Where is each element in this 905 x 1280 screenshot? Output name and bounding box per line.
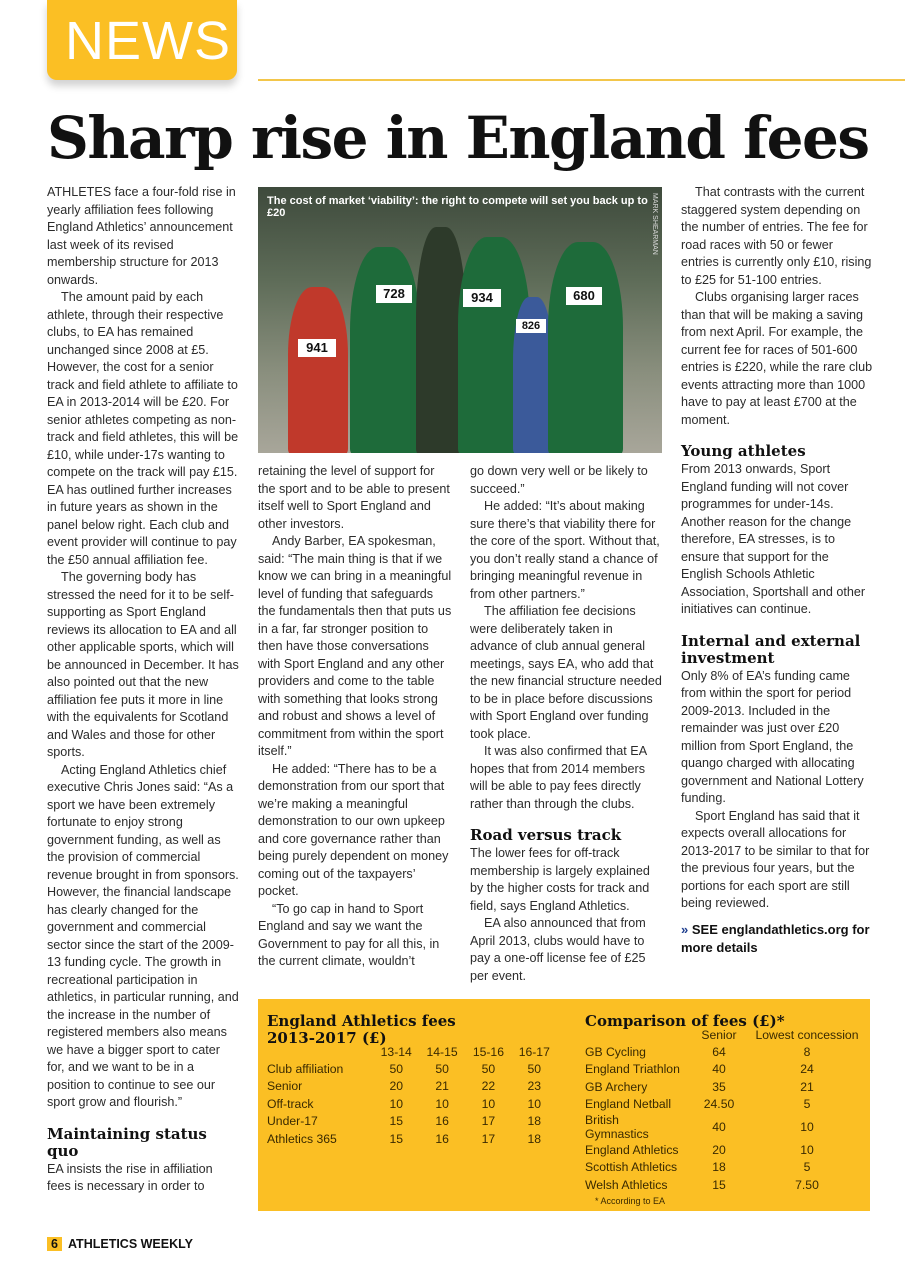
fees-table (267, 1013, 557, 1148)
paragraph: go down very well or be likely to succeed.” (470, 464, 648, 496)
table-cell: 15 (389, 1114, 404, 1129)
table-cell: 10 (800, 1120, 814, 1134)
row-label: Scottish Athletics (585, 1160, 678, 1175)
fees-table-title: England Athletics fees 2013-2017 (£) (267, 1012, 456, 1047)
row-label: GB Cycling (585, 1044, 646, 1059)
paragraph: retaining the level of support for the sport and to be able to present itself well to Sport England and other investors. (258, 464, 450, 531)
table-cell: 40 (712, 1062, 726, 1077)
paragraph: The affiliation fee decisions were deliberately taken in advance of club annual general meetings, says EA, who add that the new financial structure needed to be in place before discussions with Sport England over funding took place. (470, 604, 662, 741)
table-row (585, 1061, 861, 1079)
header-rule (258, 79, 905, 81)
row-label: England Athletics (585, 1142, 679, 1157)
row-label: Off-track (267, 1096, 314, 1111)
row-label: British Gymnastics (585, 1113, 649, 1141)
table-cell: 24.50 (703, 1097, 735, 1112)
table-cell: 10 (435, 1096, 449, 1111)
row-label: Under-17 (267, 1114, 318, 1129)
article-column-1 (47, 184, 239, 1196)
photo-credit: MARK SHEARMAN (651, 193, 658, 255)
table-cell: 8 (803, 1044, 811, 1059)
row-label: Welsh Athletics (585, 1177, 668, 1192)
table-row (585, 1078, 861, 1096)
page-number: 6 (47, 1237, 62, 1251)
article-column-2 (258, 463, 453, 971)
subheading: Maintaining status quo (47, 1124, 207, 1160)
table-cell: 10 (389, 1096, 404, 1111)
table-cell: 5 (803, 1097, 811, 1112)
table-cell: 17 (481, 1114, 496, 1129)
paragraph: “To go cap in hand to Sport England and say we want the Government to pay for all this, in the current climate, wouldn’t (258, 901, 440, 968)
paragraph: EA also announced that from April 2013, clubs would have to pay a one-off license fee of £25 per event. (470, 916, 646, 983)
section-tab (47, 0, 237, 80)
table-cell: 40 (712, 1120, 726, 1134)
table-row (585, 1043, 861, 1061)
table-row (267, 1113, 557, 1131)
table-header: Lowest concession (755, 1028, 859, 1042)
table-header: 13-14 (380, 1045, 412, 1059)
row-label: GB Archery (585, 1079, 648, 1094)
runner-figure (548, 242, 623, 453)
table-cell: 7.50 (795, 1177, 819, 1192)
table-header: 16-17 (518, 1045, 550, 1059)
runner-figure (288, 287, 348, 453)
table-cell: 50 (481, 1061, 496, 1076)
runner-figure (350, 247, 420, 453)
footnote: * According to EA (595, 1195, 666, 1206)
table-cell: 21 (800, 1079, 814, 1094)
table-cell: 22 (481, 1079, 496, 1094)
paragraph: Clubs organising larger races than that will be making a saving from next April. For example, the current fee for races of 501-600 entries is £220, while the rare club events attracting more than 1000 have to pay at least £700 at the moment. (681, 290, 873, 427)
comparison-table-title: Comparison of fees (£)* (585, 1012, 785, 1030)
table-cell: 64 (712, 1044, 726, 1059)
table-cell: 16 (435, 1114, 449, 1129)
section-tab-label: NEWS (65, 11, 231, 71)
paragraph: The governing body has stressed the need for it to be self-supporting as Sport England reviews its allocation to EA and all other applicable sports, which will be announced in December. It has also pointed out that the new affiliation fee puts it more in line with the equivalents for Scotland and Wales and those for other sports. (47, 570, 239, 759)
paragraph: From 2013 onwards, Sport England funding will not cover programmes for under-14s. Another reason for the change therefore, EA stresses, is to ensure that support for the English Schools Athletic Association, Sportshall and other initiatives can continue. (681, 462, 866, 616)
paragraph: It was also confirmed that EA hopes that from 2014 members will be able to pay fees directly rather than through the clubs. (470, 744, 647, 811)
table-cell: 23 (527, 1079, 542, 1094)
table-cell: 20 (712, 1142, 726, 1157)
table-row (267, 1078, 557, 1096)
paragraph: Acting England Athletics chief executive Chris Jones said: “As a sport we have been extremely fortunate to enjoy strong government funding, as well as the provision of commercial revenue brought in from sponsors. However, the financial landscape has clearly changed for the government and commercial sector since the start of the 2009-13 funding cycle. The growth in recreational participation in athletics, in particular running, and the increase in the number of registered members also means we have a bigger sport to cater for, and we want to be in a position to continue to see our sport grow and flourish.” (47, 762, 239, 1109)
table-cell: 10 (481, 1096, 496, 1111)
double-chevron-icon: » (681, 921, 689, 937)
paragraph: He added: “It’s about making sure there’s that viability there for the core of the sport. Without that, you don’t really stand a chance of bringing meaningful revenue in from other partners.” (470, 499, 660, 601)
table-row (585, 1141, 861, 1159)
table-cell: 16 (435, 1131, 449, 1146)
subheading: Young athletes (681, 442, 806, 460)
table-cell: 18 (527, 1114, 542, 1129)
subheading: Internal and external investment (681, 631, 861, 667)
row-label: Senior (267, 1079, 303, 1094)
table-row (585, 1096, 861, 1114)
table-header: Senior (701, 1028, 737, 1042)
table-cell: 24 (800, 1062, 814, 1077)
paragraph: ATHLETES face a four-fold rise in yearly affiliation fees following England Athletics’ announcement last week of its revised membership structure for 2013 onwards. (47, 185, 236, 287)
table-cell: 18 (527, 1131, 542, 1146)
table-row (585, 1113, 861, 1141)
table-row (585, 1176, 861, 1194)
table-cell: 50 (527, 1061, 542, 1076)
table-header: 14-15 (426, 1045, 458, 1059)
race-bib: 941 (298, 339, 336, 357)
table-cell: 5 (803, 1160, 811, 1175)
table-cell: 17 (481, 1131, 496, 1146)
paragraph: The lower fees for off-track membership is largely explained by the higher costs for track and field, says England Athletics. (470, 846, 650, 913)
subheading: Road versus track (470, 826, 622, 844)
table-header: 15-16 (472, 1045, 504, 1059)
paragraph: The amount paid by each athlete, through their respective clubs, to EA has remained unchanged since 2008 at £5. However, the cost for a senior track and field athlete to affiliate to EA in 2013-2014 will be £20. For senior athletes competing as non-track and field athletes, this will be £10, while under-17s wanting to compete on the track will pay £15. EA has outlined further increases in future years as shown in the panel below right. Each club and event provider will continue to pay the £50 annual affiliation fee. (47, 290, 239, 567)
table-cell: 21 (435, 1079, 449, 1094)
see-more-link[interactable] (681, 921, 873, 957)
table-cell: 20 (389, 1079, 404, 1094)
paragraph: That contrasts with the current staggered system depending on the number of entries. The fee for road races with 50 or fewer entries is currently only £10, rising to £25 for 51-100 entries. (681, 185, 872, 287)
article-column-3 (470, 463, 662, 985)
see-more-text: SEE englandathletics.org for more details (681, 921, 870, 955)
table-row (267, 1130, 557, 1148)
table-cell: 50 (435, 1061, 449, 1076)
race-bib: 934 (463, 289, 501, 307)
table-cell: 35 (712, 1079, 726, 1094)
publication-name: ATHLETICS WEEKLY (67, 1237, 193, 1251)
table-cell: 15 (389, 1131, 404, 1146)
paragraph: Andy Barber, EA spokesman, said: “The main thing is that if we know we can bring in a meaningful level of funding that safeguards the fundamentals then that puts us in a far, far stronger position to then have those conversations with Sport England and any other providers and come to the table with something that looks strong and robust and shows a level of commitment from within the sport itself.” (258, 534, 452, 758)
table-cell: 10 (800, 1142, 814, 1157)
table-row (585, 1159, 861, 1177)
table-cell: 50 (389, 1061, 404, 1076)
row-label: Club affiliation (267, 1061, 344, 1076)
headline: Sharp rise in England fees (47, 104, 869, 172)
table-row (267, 1095, 557, 1113)
race-bib: 728 (376, 285, 412, 303)
row-label: Athletics 365 (267, 1131, 337, 1146)
race-bib: 826 (516, 319, 546, 333)
table-cell: 10 (527, 1096, 542, 1111)
fees-panel (258, 999, 870, 1211)
article-photo (258, 187, 662, 453)
paragraph: EA insists the rise in affiliation fees is necessary in order to (47, 1161, 213, 1193)
row-label: England Triathlon (585, 1062, 680, 1077)
table-row (267, 1060, 557, 1078)
row-label: England Netball (585, 1097, 672, 1112)
race-bib: 680 (566, 287, 602, 305)
table-cell: 15 (712, 1177, 726, 1192)
paragraph: Only 8% of EA’s funding came from within the sport for period 2009-2013. Included in the remainder was just over £20 million from Sport England, the quango charged with allocating government and National Lottery funding. (681, 668, 864, 805)
paragraph: Sport England has said that it expects overall allocations for 2013-2017 to be similar to that for the previous four years, but the portions for each sport are still being reviewed. (681, 808, 870, 910)
page-footer (47, 1237, 193, 1251)
comparison-table (585, 1013, 865, 1206)
table-cell: 18 (712, 1160, 726, 1175)
article-column-4 (681, 184, 873, 957)
paragraph: He added: “There has to be a demonstration from our sport that we’re making a meaningful demonstration to our own upkeep and core governance rather than being purely dependent on money coming out of the taxpayers’ pocket. (258, 761, 449, 898)
photo-caption: The cost of market ‘viability’: the right to compete will set you back up to £20 (267, 195, 648, 219)
